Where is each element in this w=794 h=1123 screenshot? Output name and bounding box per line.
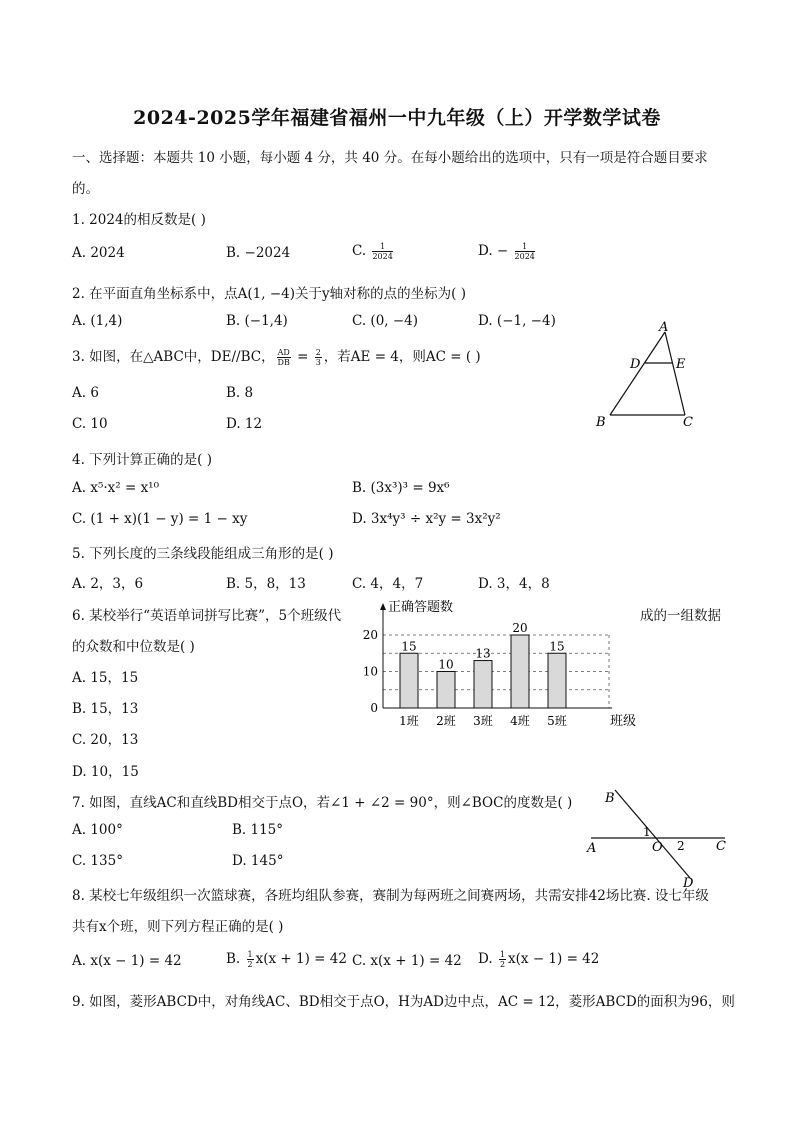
q8-stem-cont: 共有x个班，则下列方程正确的是( ) <box>72 919 284 935</box>
q8-option-b: B. $\frac{1}{2}$ x(x + 1) = 42 <box>226 950 347 969</box>
q6-option-d: D. 10，15 <box>72 764 139 780</box>
bar-1 <box>400 653 418 708</box>
q8-option-c: C. x(x + 1) = 42 <box>352 953 462 969</box>
q2-option-d: D. (−1, −4) <box>478 313 556 329</box>
q5-stem: 5. 下列长度的三条线段能组成三角形的是( ) <box>72 546 334 562</box>
bar-2 <box>437 672 455 709</box>
q5-option-b: B. 5，8，13 <box>226 576 306 592</box>
q7-label-c: C <box>716 839 726 854</box>
bar-5 <box>548 653 566 708</box>
q6-stem-cont: 的众数和中位数是( ) <box>72 639 195 655</box>
x-tick-label-4: 4班 <box>510 714 530 728</box>
bar-value-label-5: 15 <box>549 639 565 654</box>
q7-label-a: A <box>587 841 597 856</box>
x-axis-label: 班级 <box>610 714 637 729</box>
q8-option-d-fraction: $\frac{1}{2}$ <box>499 950 506 969</box>
q7-option-d: D. 145° <box>232 853 284 869</box>
q1-option-d: D. − $\frac{1}{2024}$ <box>478 242 535 261</box>
q3-label-b: B <box>596 415 606 430</box>
x-tick-label-5: 5班 <box>547 714 567 728</box>
q4-option-b: B. (3x³)³ = 9x⁶ <box>352 480 450 496</box>
y-axis-label: 正确答题数 <box>388 600 454 615</box>
page-title: 2024-2025学年福建省福州一中九年级（上）开学数学试卷 <box>133 107 661 129</box>
q3-option-b: B. 8 <box>226 385 254 401</box>
q1-stem: 1. 2024的相反数是( ) <box>72 212 206 228</box>
q6-option-b: B. 15，13 <box>72 701 139 717</box>
q3-triangle-figure <box>590 318 700 433</box>
q3-ratio-fraction: $\frac{AD}{DB}$ <box>277 348 290 367</box>
q7-option-c: C. 135° <box>72 853 123 869</box>
q6-stem: 6. 某校举行“英语单词拼写比赛”，5个班级代 <box>72 608 342 624</box>
q3-label-e: E <box>676 357 686 372</box>
y-tick-label-20: 20 <box>362 628 378 642</box>
q3-label-c: C <box>683 415 693 430</box>
q6-option-a: A. 15，15 <box>72 670 139 686</box>
q2-option-a: A. (1,4) <box>72 313 123 329</box>
q2-option-c: C. (0, −4) <box>352 313 419 329</box>
q3-label-d: D <box>630 357 641 372</box>
q8-stem: 8. 某校七年级组织一次篮球赛，各班均组队参赛，赛制为每两班之间赛两场，共需安排42场比赛. 设七年级 <box>72 888 709 904</box>
q9-stem: 9. 如图，菱形ABCD中，对角线AC、BD相交于点O，H为AD边中点，AC = 12，菱形ABCD的面积为96，则 <box>72 994 735 1010</box>
q3-option-a: A. 6 <box>72 385 99 401</box>
q6-stem-end: 成的一组数据 <box>640 608 721 624</box>
bar-value-label-2: 10 <box>438 657 454 672</box>
q6-option-c: C. 20，13 <box>72 732 139 748</box>
x-tick-label-3: 3班 <box>473 714 493 728</box>
q4-stem: 4. 下列计算正确的是( ) <box>72 452 212 468</box>
bar-value-label-1: 15 <box>401 639 417 654</box>
bar-3 <box>474 661 492 708</box>
q7-label-b: B <box>605 791 615 806</box>
q4-option-c: C. (1 + x)(1 − y) = 1 − xy <box>72 511 248 527</box>
q1-option-b: B. −2024 <box>226 245 291 261</box>
y-tick-label-10: 10 <box>362 664 378 679</box>
y-axis-arrow <box>380 603 386 610</box>
q2-option-b: B. (−1,4) <box>226 313 288 329</box>
q1-option-c: C. $\frac{1}{2024}$ <box>352 242 393 261</box>
q3-option-d: D. 12 <box>226 416 263 432</box>
q1-option-d-fraction: $\frac{1}{2024}$ <box>514 242 535 261</box>
x-tick-label-1: 1班 <box>399 714 419 728</box>
q7-angle-1: 1 <box>643 825 651 839</box>
q4-option-d: D. 3x⁴y³ ÷ x²y = 3x²y² <box>352 511 501 527</box>
q7-stem: 7. 如图，直线AC和直线BD相交于点O，若∠1 + ∠2 = 90°，则∠BOC的度数是( ) <box>72 795 573 811</box>
bar-4 <box>511 635 529 708</box>
q3-option-c: C. 10 <box>72 416 108 432</box>
q5-option-d: D. 3，4，8 <box>478 576 550 592</box>
q1-option-a: A. 2024 <box>72 245 125 261</box>
q7-option-b: B. 115° <box>232 822 284 838</box>
q4-option-a: A. x⁵·x² = x¹⁰ <box>72 480 160 496</box>
section-instructions: 一、选择题：本题共 10 小题，每小题 4 分，共 40 分。在每小题给出的选项中，只有一项是符合题目要求 <box>72 150 708 166</box>
bar-value-label-3: 13 <box>475 646 491 661</box>
bar-value-label-4: 20 <box>512 621 528 635</box>
q7-label-o: O <box>652 840 663 855</box>
q7-lines-figure <box>585 786 730 888</box>
q3-label-a: A <box>659 320 669 335</box>
q8-option-b-fraction: $\frac{1}{2}$ <box>247 950 253 969</box>
y-tick-label-0: 0 <box>370 701 378 715</box>
q7-angle-2: 2 <box>677 839 685 853</box>
q7-label-d: D <box>683 876 694 888</box>
q8-option-a: A. x(x − 1) = 42 <box>72 953 182 969</box>
q7-option-a: A. 100° <box>72 822 123 838</box>
q8-option-d: D. $\frac{1}{2}$ x(x − 1) = 42 <box>478 950 600 969</box>
q5-option-c: C. 4，4，7 <box>352 576 424 592</box>
section-instructions-cont: 的。 <box>72 181 99 197</box>
q2-stem: 2. 在平面直角坐标系中，点A(1, −4)关于y轴对称的点的坐标为( ) <box>72 286 466 302</box>
q1-option-c-fraction: $\frac{1}{2024}$ <box>372 242 393 261</box>
q3-value-fraction: $\frac{2}{3}$ <box>315 348 321 367</box>
x-tick-label-2: 2班 <box>436 714 456 728</box>
q5-option-a: A. 2，3，6 <box>72 576 144 592</box>
q3-stem: 3. 如图，在△ABC中，DE//BC， $\frac{AD}{DB}$ = $\frac{2}{3}$ ，若AE = 4，则AC = ( ) <box>72 348 481 367</box>
q6-bar-chart <box>350 593 650 733</box>
